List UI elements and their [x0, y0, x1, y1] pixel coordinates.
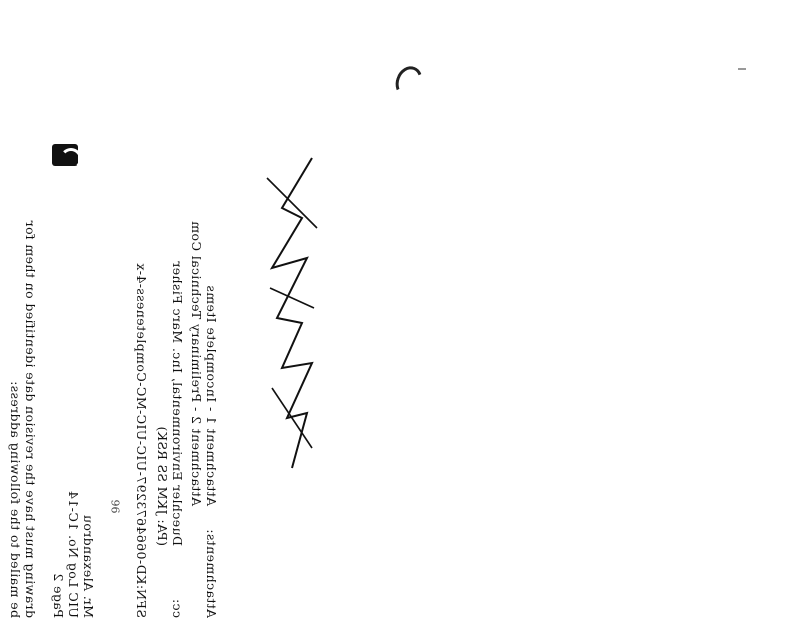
cc-label: cc: — [170, 598, 185, 618]
attachments-label: Attachments: — [204, 528, 219, 618]
rotated-letter-body — [0, 58, 95, 618]
rotated-letter-footer — [118, 58, 218, 618]
scan-speck — [738, 68, 746, 70]
attachment-item: Attachment 2 - Preliminary Technical Com — [189, 220, 204, 506]
cc-line: Duechler Environmental, Inc. Marc Fisher — [170, 260, 185, 546]
log-number-line: UIC Log No. 1C-14 — [66, 490, 81, 618]
handwritten-signature — [262, 148, 322, 488]
cc-line: (PA: JKM SS RSK) — [155, 426, 170, 546]
attachment-item: Attachment 1 - Incomplete Items — [204, 285, 219, 506]
page-label: Page 2 — [51, 572, 66, 618]
staple-mark — [391, 63, 426, 102]
intro-line: be mailed to the following address: — [8, 380, 23, 618]
sfn-line: SFN:KD-0664673297-UIC-UIC-MC-Completeness-4-x — [134, 262, 149, 618]
recipient-line: Mr. Alexandrou — [81, 514, 96, 618]
intro-line: drawing must have the revision date identified on them for — [23, 220, 38, 618]
page-mark: 96 — [108, 499, 122, 514]
